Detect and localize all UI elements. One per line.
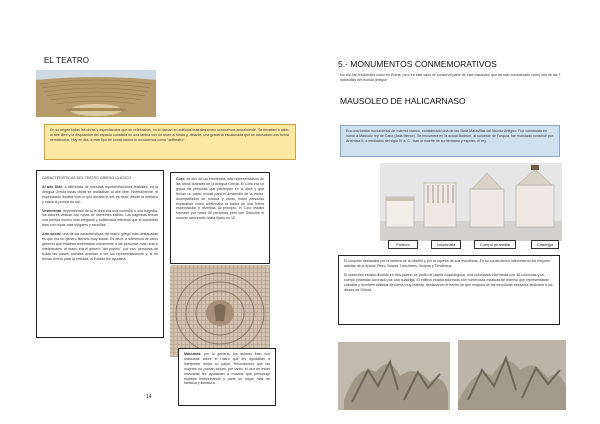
mausoleum-info-box — [340, 125, 560, 157]
mausoleum-description-box — [338, 255, 560, 325]
relief-photo-right — [458, 340, 566, 410]
mausoleum-info-text: Era una tumba monumental de mármol blanco, considerado una de las Siete Maravillas del Mundo Antiguo. Fue construida en honor a Mausolo rey de Caria (Asia Menor). Se encuentra en la actual Bodrum, al suroeste de Turquía, fue mandado construir por Artemisa II, a mediados del siglo IV a. C., tras la muerte de su hermano y esposo, el rey. — [346, 129, 553, 143]
social-art-text: : una de las características del teatro griego más destacadas es que era un género literario muy social. Es decir, a diferencia de otros géneros que estaban reservados únicamente a las personas más ricas e intelectuales, el teatro era el género "del pueblo", por eso, personas de todas las clases sociales acudían a ver los representaciones y, si no tenían dinero para la entrada, el Estado les ayudaba. — [42, 232, 158, 261]
relief-photo-left — [338, 342, 450, 410]
monuments-intro: No son tan frecuentes como en Roma, pero en este caso se conserva parte de este mausoleo que ha sido considerado como una de las 7 maravillas del mundo antiguo — [340, 73, 561, 82]
costume-text: : dependiendo de si la obra era una comedia o una tragedia, los actores vestían con ropas de diferentes estilos. Las tragedias tenían una prenda mucho más elegante y sofisticada mientras que la comedias iban con ropas más vulgares y sencillas. — [42, 208, 158, 228]
characteristics-heading: CARACTERÍSTICAS DEL TEATRO GRIEGO CLÁSICO — [42, 176, 131, 180]
right-page-title: 5.- MONUMENTOS CONMEMORATIVOS — [338, 59, 497, 69]
characteristics-box — [36, 170, 164, 338]
mausoleum-description-1: El conjunto destacaba por la belleza de su diseño y por la riqueza de sus esculturas. En su construcción intervinieron los mejores artistas de la época: Piteo, Briaxis, Leochares, Scopas y Timotheus. — [344, 259, 550, 268]
coro-label: Coro — [176, 177, 185, 181]
theater-photo — [36, 70, 156, 117]
left-page-title: EL TEATRO — [44, 56, 90, 65]
open-air-text: : a diferencia de nuestras representaciones teatrales, en la Antigua Grecia estas obras se realizaban al aire libre. Normalmente, el espectáculo duraba todo lo que duraba el sol, es decir, desde la mañana y hasta la puesta de sol. — [42, 184, 159, 204]
label-columnata: columnata — [431, 240, 461, 249]
mausoleum-description-2: El mausoleo estaba dividido en tres partes: un podio de planta cuadrangular, una columnata intermedia con 36 columnas y un cuerpo piramidal coronado por una cuadriga. El edificio estaba adornado con numerosas estatuas de mármol que representaban caballos y hombres tallados de forma muy realista, destacando el hecho de que ninguna de las esculturas estuviera dedicada a los dioses de Grecia. — [344, 272, 553, 292]
coro-text: : es otro de los elementos más representativos de las obras teatrales de la Antigua Grecia. El Coro era un grupo de personas que participan en la obra y que tenían un papel crucial para el desarrollo de la trama. Acompañados de música y canto, estos personas explicaban cómo continuaba la trama de una forma espectacular y divertida. Al principio, el Coro estaba formado por hasta 50 personas pero con Sófocles el número descendió hasta fijarlo en 15. — [176, 177, 264, 221]
theater-mosaic-photo — [170, 265, 270, 357]
open-air-label: Al aire libre — [42, 184, 63, 189]
masks-label: Máscaras — [184, 352, 201, 356]
masks-box — [178, 348, 276, 406]
masks-text: : por lo general, los actores iban con máscaras sobre el rostro que les ayudaban a interpretar mejor su papel. Recordemos que las mujeres no podían actuar, por tanto, el uso de estas máscaras les ayudaban a mostrar qué personaje estaban interpretando y darle un toque más de fantasía y literatura. — [184, 352, 270, 386]
theater-intro-box — [44, 124, 296, 160]
costume-label: Vestimenta — [42, 208, 61, 213]
theater-intro-text: En su origen todas las obras y espectáculos que se celebraban, no lo hacían en edificios teatrales como conocemos actualmente. Se llevaban a cabo al aire libre y la disposición del espacio consistía en una tarima con un muro al fondo y, delante, una gradería escalonada que se adosaban una forma semicircular. Hoy en día, a este tipo de construcción lo conocemos como "anfiteatro". — [50, 128, 289, 142]
coro-box — [170, 172, 270, 264]
page-number: 14 — [146, 394, 152, 400]
label-quadriga: Cuadriga — [531, 240, 559, 249]
mausoleum-title: MAUSOLEO DE HALICARNASO — [340, 96, 466, 106]
social-art-label: Arte social — [42, 232, 61, 237]
label-podium: Pódium — [388, 240, 418, 249]
label-pyramid: Cuerpo piramidal — [474, 240, 516, 249]
mausoleum-models-photo — [380, 163, 562, 241]
